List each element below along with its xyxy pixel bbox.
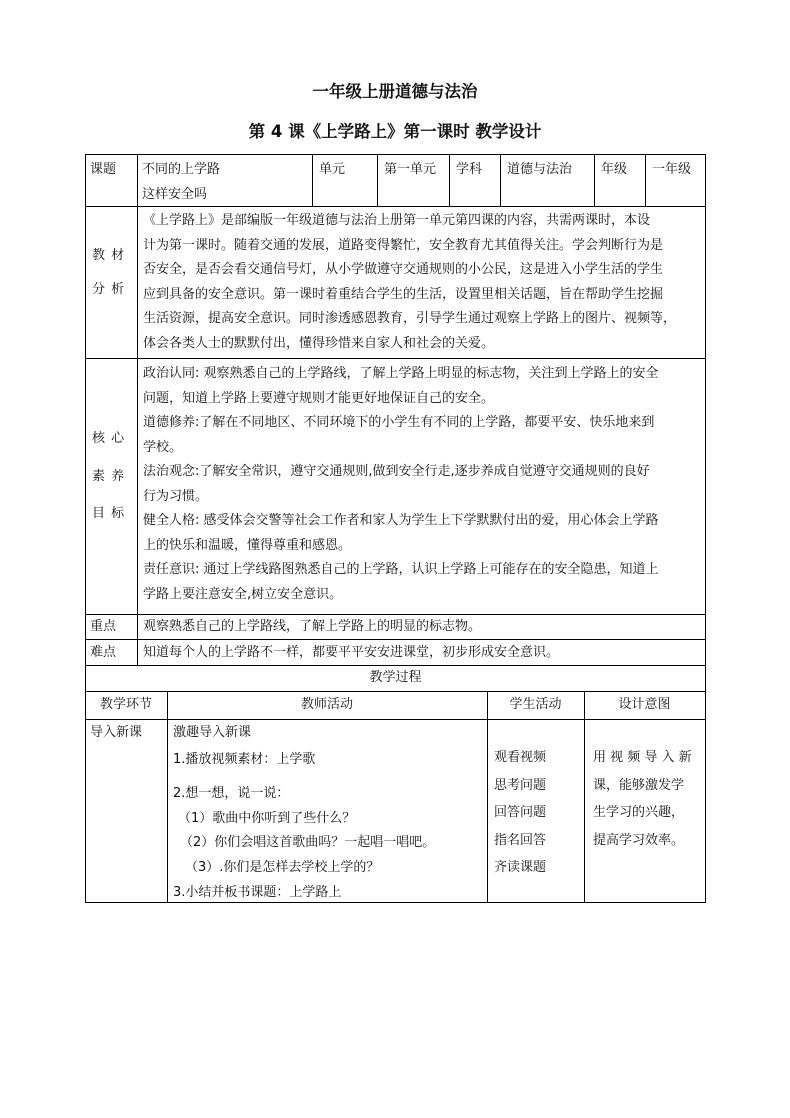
student-activities	[494, 744, 546, 882]
document-title: 一年级上册道德与法治	[312, 82, 478, 101]
col-header-student: 学生活动	[509, 697, 562, 712]
core-line: 学校。	[143, 439, 183, 455]
col-header-teacher: 教师活动	[300, 697, 353, 712]
subject-label: 学科	[456, 162, 483, 177]
teacher-line: 2.想一想，说一说：	[173, 786, 290, 801]
grade-value: 一年级	[652, 162, 692, 177]
core-line: 道德修养:了解在不同地区、不同环境下的小学生有不同的上学路，都要平安、快乐地来到	[143, 415, 655, 430]
design-intent	[593, 744, 692, 854]
intent-line: 生学习的兴趣，	[593, 805, 685, 820]
col-header-stage: 教学环节	[99, 697, 152, 712]
teacher-line: 3.小结并板书课题：上学路上	[173, 885, 342, 900]
core-line: 学路上要注意安全,树立安全意识。	[143, 586, 343, 602]
teacher-line: 1.播放视频素材：上学歌	[173, 752, 316, 767]
material-line: 否安全，是否会看交通信号灯，从小学做遵守交通规则的小公民，这是进入小学生活的学生	[143, 262, 664, 277]
core-line: 健全人格: 感受体会交警等社会工作者和家人为学生上下学默默付出的爱，用心体会上学路	[143, 513, 659, 528]
teacher-line: 激趣导入新课	[173, 725, 252, 740]
material-line: 体会各类人士的默默付出，懂得珍惜来自家人和社会的关爱。	[143, 335, 495, 351]
core-line: 责任意识: 通过上学线路图熟悉自己的上学路，认识上学路上可能存在的安全隐患，知道上	[143, 562, 659, 577]
material-text	[143, 209, 705, 356]
lesson-value-line2: 这样安全吗	[142, 187, 208, 202]
core-line: 政治认同: 观察熟悉自己的上学路线，了解上学路上明显的标志物，关注到上学路上的安全	[143, 366, 659, 381]
lesson-value-line1: 不同的上学路	[142, 162, 221, 177]
key-point-text: 观察熟悉自己的上学路线，了解上学路上的明显的标志物。	[143, 619, 482, 634]
col-header-intent: 设计意图	[618, 697, 671, 712]
core-line: 法治观念:了解安全常识，遵守交通规则,做到安全行走,逐步养成自觉遵守交通规则的良好	[143, 464, 650, 479]
teacher-line: （3）.你们是怎样去学校上学的？	[185, 860, 380, 875]
intent-line: 提高学习效率。	[593, 832, 685, 848]
core-text	[143, 362, 705, 607]
material-line: 应到具备的安全意识。第一课时着重结合学生的生活，设置里相关话题，旨在帮助学生挖掘	[143, 286, 664, 302]
process-title: 教学过程	[369, 670, 422, 685]
difficulty-label: 难点	[90, 645, 117, 660]
key-point-label: 重点	[90, 619, 117, 634]
grade-label: 年级	[601, 162, 628, 177]
core-label-line3: 目 标	[92, 506, 126, 521]
material-line: 生活资源，提高安全意识。同时渗透感恩教育，引导学生通过观察上学路上的图片、视频等，	[143, 311, 677, 326]
student-line: 观看视频	[494, 750, 547, 765]
teacher-line: （2）你们会唱这首歌曲吗？一起唱一唱吧。	[180, 835, 436, 850]
intent-line: 课，能够激发学	[593, 777, 685, 793]
teacher-line: （1）歌曲中你听到了些什么？	[178, 811, 356, 826]
material-line: 《上学路上》是部编版一年级道德与法治上册第一单元第四课的内容，共需两课时，本设	[143, 213, 651, 228]
difficulty-text: 知道每个人的上学路不一样，都要平平安安进课堂，初步形成安全意识。	[143, 645, 560, 660]
student-line: 指名回答	[494, 832, 547, 848]
student-line: 思考问题	[494, 777, 547, 793]
stage-cell: 导入新课	[90, 725, 143, 740]
material-line: 计为第一课时。随着交通的发展，道路变得繁忙，安全教育尤其值得关注。学会判断行为是	[143, 237, 664, 253]
intent-line: 用 视 频 导 入 新	[593, 750, 692, 765]
unit-value: 第一单元	[384, 162, 437, 177]
student-line: 齐读课题	[494, 860, 547, 875]
material-label-line1: 教 材	[92, 248, 126, 263]
core-label-line2: 素 养	[92, 469, 126, 484]
material-label-line2: 分 析	[92, 282, 126, 297]
core-line: 问题，知道上学路上要遵守规则才能更好地保证自己的安全。	[143, 390, 495, 406]
lesson-label: 课题	[90, 162, 117, 177]
core-line: 行为习惯。	[143, 488, 209, 504]
student-line: 回答问题	[494, 805, 547, 820]
core-label-line1: 核 心	[92, 431, 126, 446]
subject-value: 道德与法治	[507, 162, 573, 177]
document-subtitle: 第 4 课《上学路上》第一课时 教学设计	[248, 122, 542, 141]
core-line: 上的快乐和温暖，懂得尊重和感恩。	[143, 537, 352, 553]
unit-label: 单元	[319, 162, 346, 177]
